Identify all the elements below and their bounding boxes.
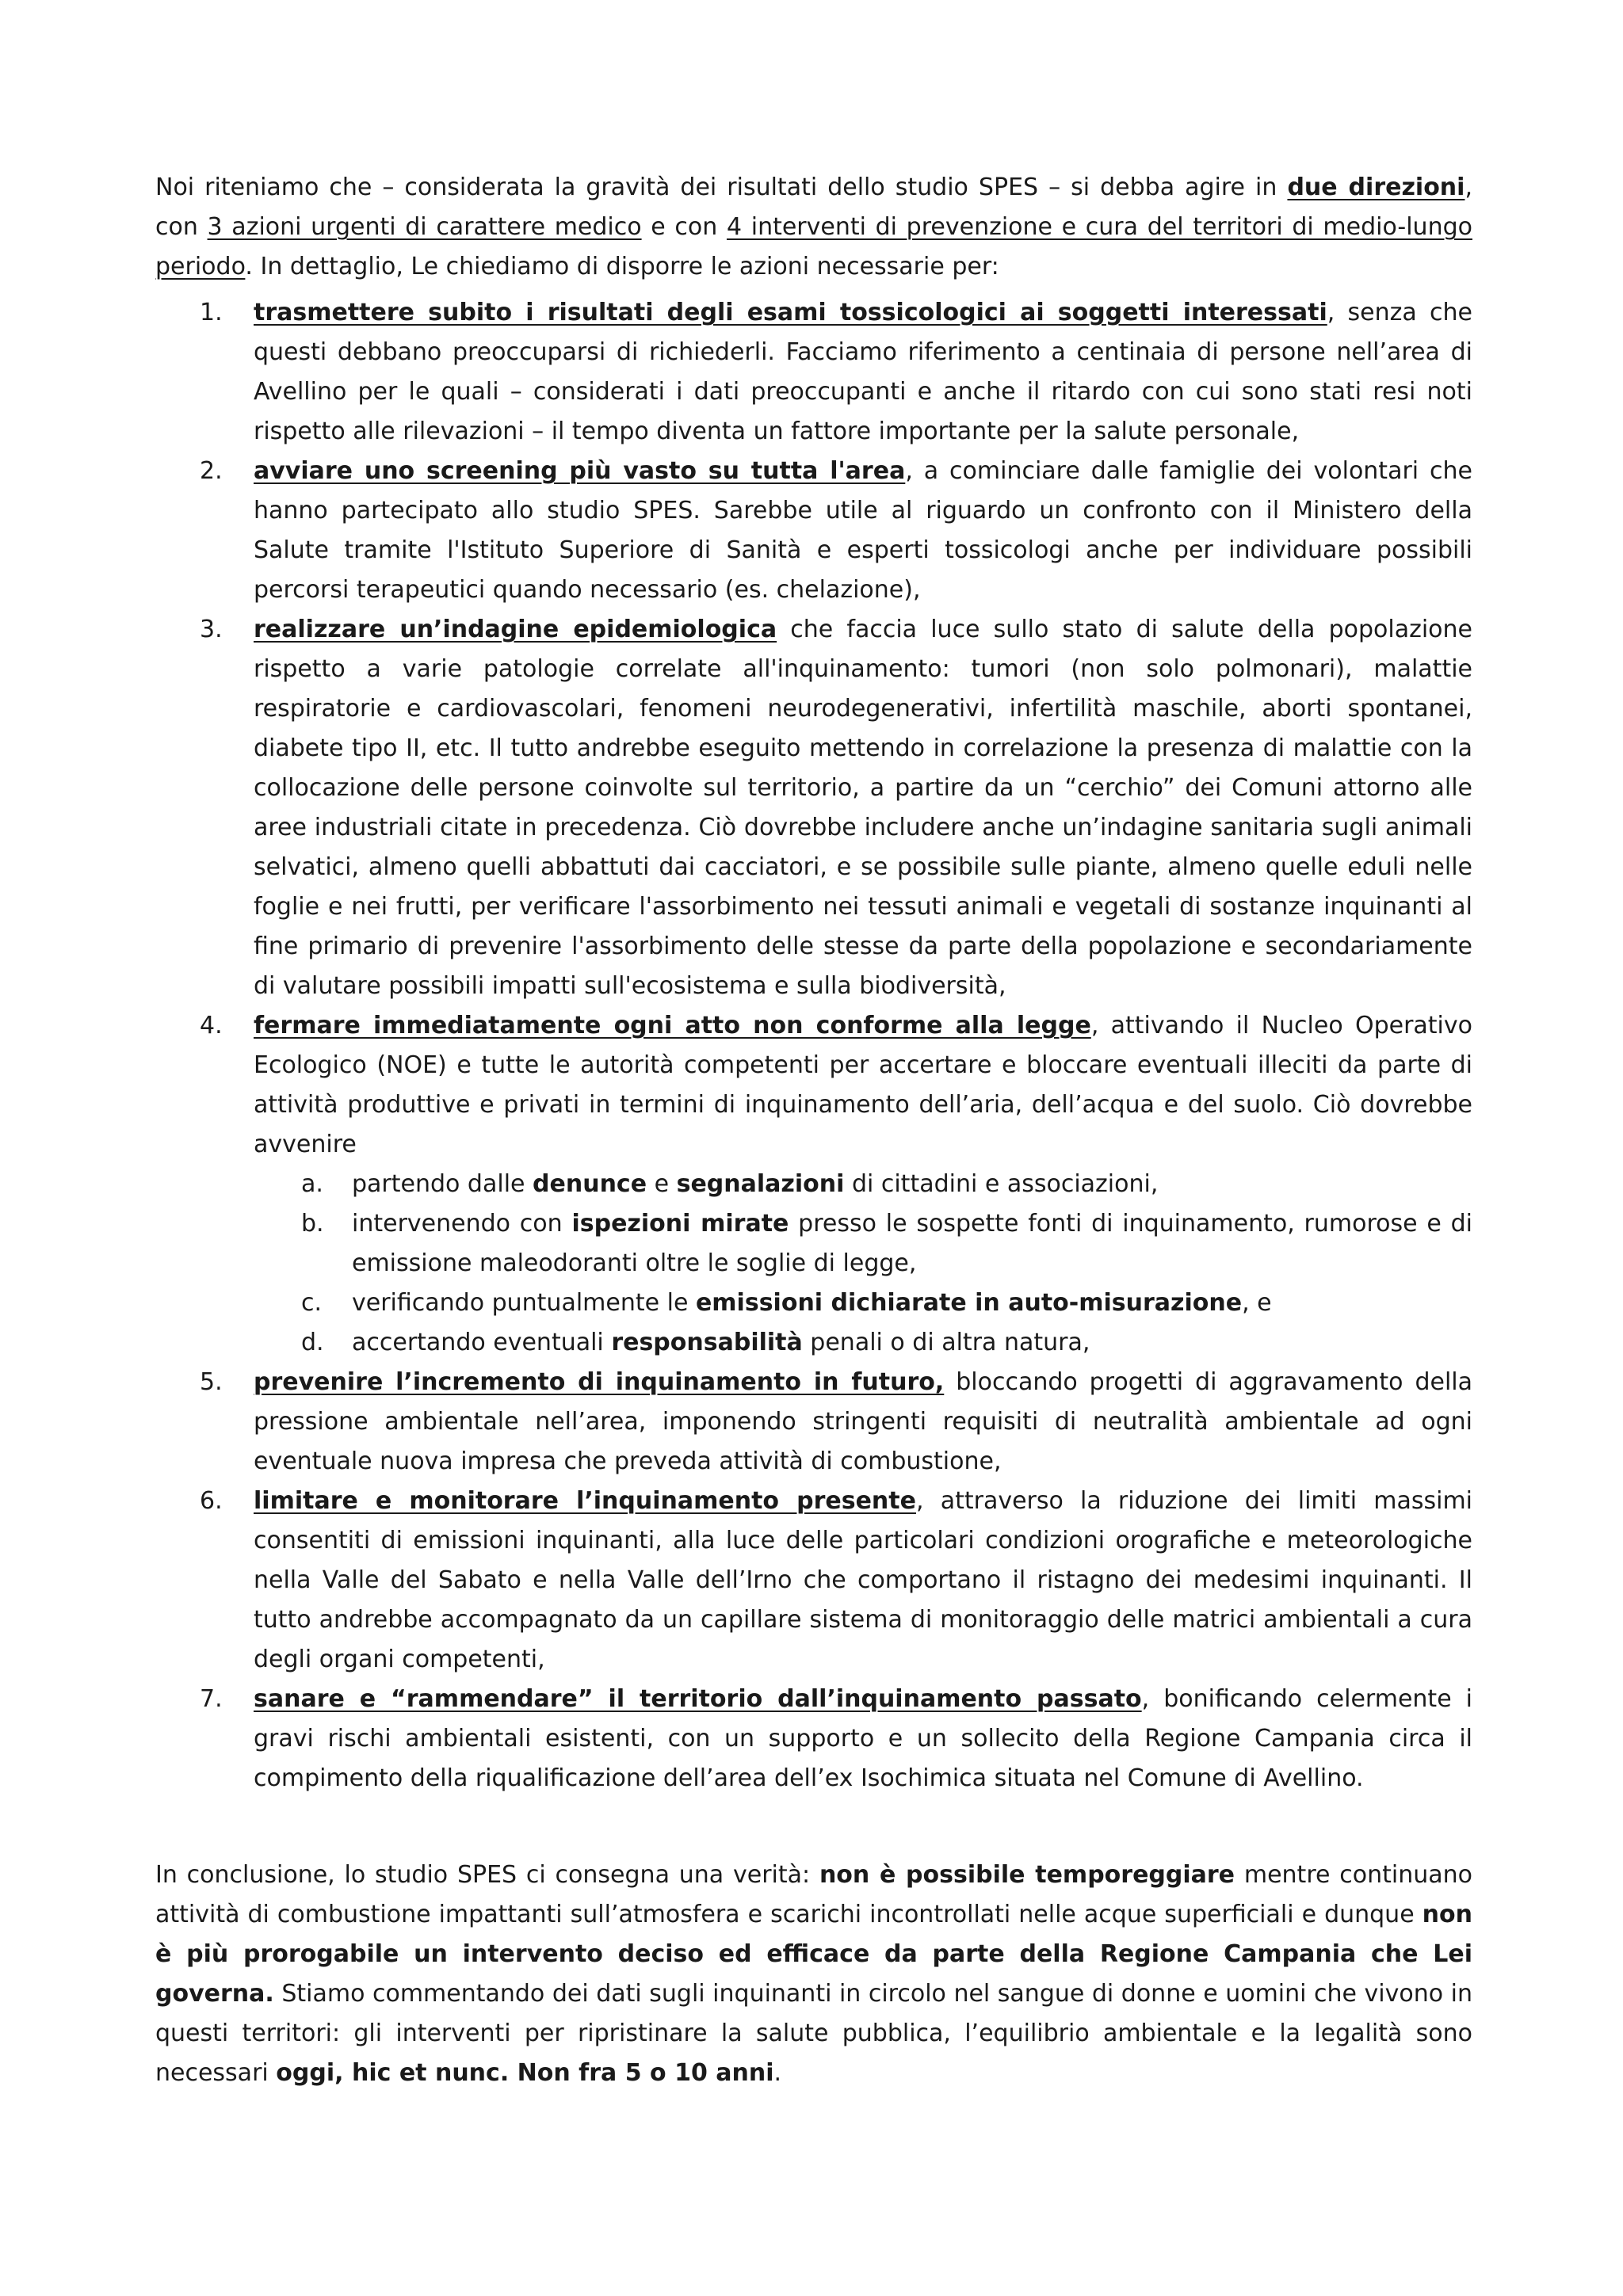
sub-item-a xyxy=(254,1165,1472,1204)
sub-item-bold: denunce xyxy=(533,1170,647,1198)
sub-item-text: verificando puntualmente le xyxy=(352,1289,696,1317)
sub-item-bold: emissioni dichiarate in auto-misurazione xyxy=(695,1289,1243,1317)
sub-item-c xyxy=(254,1283,1472,1323)
item-heading: trasmettere subito i risultati degli esami tossicologici ai soggetti interessati xyxy=(254,299,1327,326)
item-number: 6. xyxy=(200,1487,223,1515)
action-item-5 xyxy=(155,1363,1472,1482)
conclusion-bold: non è possibile temporeggiare xyxy=(819,1861,1235,1889)
sub-item-bold: ispezioni mirate xyxy=(571,1210,789,1238)
item-text: , senza che questi debbano preoccuparsi di richiederli. Facciamo riferimento a centinaia di persone nell’area di Avellino per le quali – considerati i dati preoccupanti e anche il ritardo con cui sono stati resi noti rispetto alle rilevazioni – il tempo diventa un fattore importante per la salute personale, xyxy=(254,299,1473,445)
conclusion-bold: non è più prorogabile un intervento deciso ed efficace da parte della Regione Campania che Lei governa. xyxy=(155,1901,1472,2008)
sub-item-text: presso le sospette fonti di inquinamento, rumorose e di emissione maleodoranti oltre le soglie di legge, xyxy=(352,1210,1472,1277)
sub-item-text: intervenendo con xyxy=(352,1210,572,1238)
sub-item-bold: responsabilità xyxy=(611,1329,803,1356)
action-item-2 xyxy=(155,452,1472,610)
document-page xyxy=(155,168,1472,2093)
item-heading: sanare e “rammendare” il territorio dall’inquinamento passato xyxy=(254,1685,1142,1713)
sub-item-text: penali o di altra natura, xyxy=(802,1329,1090,1356)
sub-item-letter: d. xyxy=(301,1329,324,1356)
intro-text: . In dettaglio, Le chiediamo di disporre le azioni necessarie per: xyxy=(245,253,999,280)
action-list xyxy=(155,293,1472,1798)
conclusion-paragraph xyxy=(155,1855,1472,2093)
sub-item-text: , e xyxy=(1242,1289,1272,1317)
item-heading: realizzare un’indagine epidemiologica xyxy=(254,616,777,643)
action-item-6 xyxy=(155,1482,1472,1680)
sub-item-bold: segnalazioni xyxy=(676,1170,845,1198)
item-number: 2. xyxy=(200,457,223,485)
item-heading: limitare e monitorare l’inquinamento presente xyxy=(254,1487,916,1515)
sub-item-text: partendo dalle xyxy=(352,1170,533,1198)
intro-text: , con xyxy=(155,174,1472,241)
intro-paragraph xyxy=(155,168,1472,287)
item-text: bloccando progetti di aggravamento della pressione ambientale nell’area, imponendo stringenti requisiti di neutralità ambientale ad ogni eventuale nuova impresa che preveda attività di combustione, xyxy=(254,1368,1472,1475)
sub-item-d xyxy=(254,1323,1472,1363)
intro-emphasis-directions: due direzioni xyxy=(1287,174,1465,201)
conclusion-text: Stiamo commentando dei dati sugli inquinanti in circolo nel sangue di donne e uomini che vivono in questi territori: gli interventi per ripristinare la salute pubblica, l’equilibrio ambientale e la legalità sono necessari xyxy=(155,1980,1472,2087)
sub-item-text: di cittadini e associazioni, xyxy=(844,1170,1159,1198)
item-text: , a cominciare dalle famiglie dei volontari che hanno partecipato allo studio SPES. Sarebbe utile al riguardo un confronto con il Ministero della Salute tramite l'Istituto Superiore di Sanità e esperti tossicologi anche per individuare possibili percorsi terapeutici quando necessario (es. chelazione), xyxy=(254,457,1472,604)
sub-item-text: accertando eventuali xyxy=(352,1329,612,1356)
intro-text: Noi riteniamo che – considerata la gravità dei risultati dello studio SPES – si debba agire in xyxy=(155,174,1288,201)
item-number: 1. xyxy=(200,299,223,326)
item-number: 3. xyxy=(200,616,223,643)
item-text: , attraverso la riduzione dei limiti massimi consentiti di emissioni inquinanti, alla luce delle particolari condizioni orografiche e meteorologiche nella Valle del Sabato e nella Valle dell’Irno che comportano il ristagno dei medesimi inquinanti. Il tutto andrebbe accompagnato da un capillare sistema di monitoraggio delle matrici ambientali a cura degli organi competenti, xyxy=(254,1487,1473,1673)
item-heading: prevenire l’incremento di inquinamento in futuro, xyxy=(254,1368,945,1396)
sub-list xyxy=(254,1165,1472,1363)
conclusion-text: In conclusione, lo studio SPES ci consegna una verità: xyxy=(155,1861,819,1889)
action-item-4 xyxy=(155,1006,1472,1363)
intro-underline-prevention: 4 interventi di prevenzione e cura del territori di medio-lungo periodo xyxy=(155,213,1472,280)
item-text: che faccia luce sullo stato di salute della popolazione rispetto a varie patologie correlate all'inquinamento: tumori (non solo polmonari), malattie respiratorie e cardiovascolari, fenomeni neurodegenerativi, infertilità maschile, aborti spontanei, diabete tipo II, etc. Il tutto andrebbe eseguito mettendo in correlazione la presenza di malattie con la collocazione delle persone coinvolte sul territorio, a partire da un “cerchio” dei Comuni attorno alle aree industriali citate in precedenza. Ciò dovrebbe includere anche un’indagine sanitaria sugli animali selvatici, almeno quelli abbattuti dai cacciatori, e se possibile sulle piante, almeno quelle eduli nelle foglie e nei frutti, per verificare l'assorbimento nei tessuti animali e vegetali di sostanze inquinanti al fine primario di prevenire l'assorbimento delle stesse da parte della popolazione e secondariamente di valutare possibili impatti sull'ecosistema e sulla biodiversità, xyxy=(254,616,1472,1000)
item-text: , attivando il Nucleo Operativo Ecologico (NOE) e tutte le autorità competenti per accertare e bloccare eventuali illeciti da parte di attività produttive e privati in termini di inquinamento dell’aria, dell’acqua e del suolo. Ciò dovrebbe avvenire xyxy=(254,1012,1472,1158)
action-item-1 xyxy=(155,293,1472,452)
conclusion-text: mentre continuano attività di combustione impattanti sull’atmosfera e scarichi incontrollati nelle acque superficiali e dunque xyxy=(155,1861,1473,1928)
item-number: 4. xyxy=(200,1012,223,1039)
sub-item-b xyxy=(254,1204,1472,1283)
sub-item-letter: b. xyxy=(301,1210,324,1238)
conclusion-text: . xyxy=(773,2059,782,2087)
action-item-3 xyxy=(155,610,1472,1006)
intro-text: e con xyxy=(641,213,727,241)
intro-underline-medical-actions: 3 azioni urgenti di carattere medico xyxy=(207,213,642,241)
item-heading: fermare immediatamente ogni atto non conforme alla legge xyxy=(254,1012,1091,1039)
sub-item-text: e xyxy=(647,1170,677,1198)
sub-item-letter: c. xyxy=(301,1289,323,1317)
sub-item-letter: a. xyxy=(301,1170,323,1198)
item-number: 7. xyxy=(200,1685,223,1713)
conclusion-bold: oggi, hic et nunc. Non fra 5 o 10 anni xyxy=(276,2059,774,2087)
item-heading: avviare uno screening più vasto su tutta l'area xyxy=(254,457,906,485)
item-text: , bonificando celermente i gravi rischi ambientali esistenti, con un supporto e un sollecito della Regione Campania circa il compimento della riqualificazione dell’area dell’ex Isochimica situata nel Comune di Avellino. xyxy=(254,1685,1472,1792)
item-number: 5. xyxy=(200,1368,223,1396)
action-item-7 xyxy=(155,1680,1472,1798)
